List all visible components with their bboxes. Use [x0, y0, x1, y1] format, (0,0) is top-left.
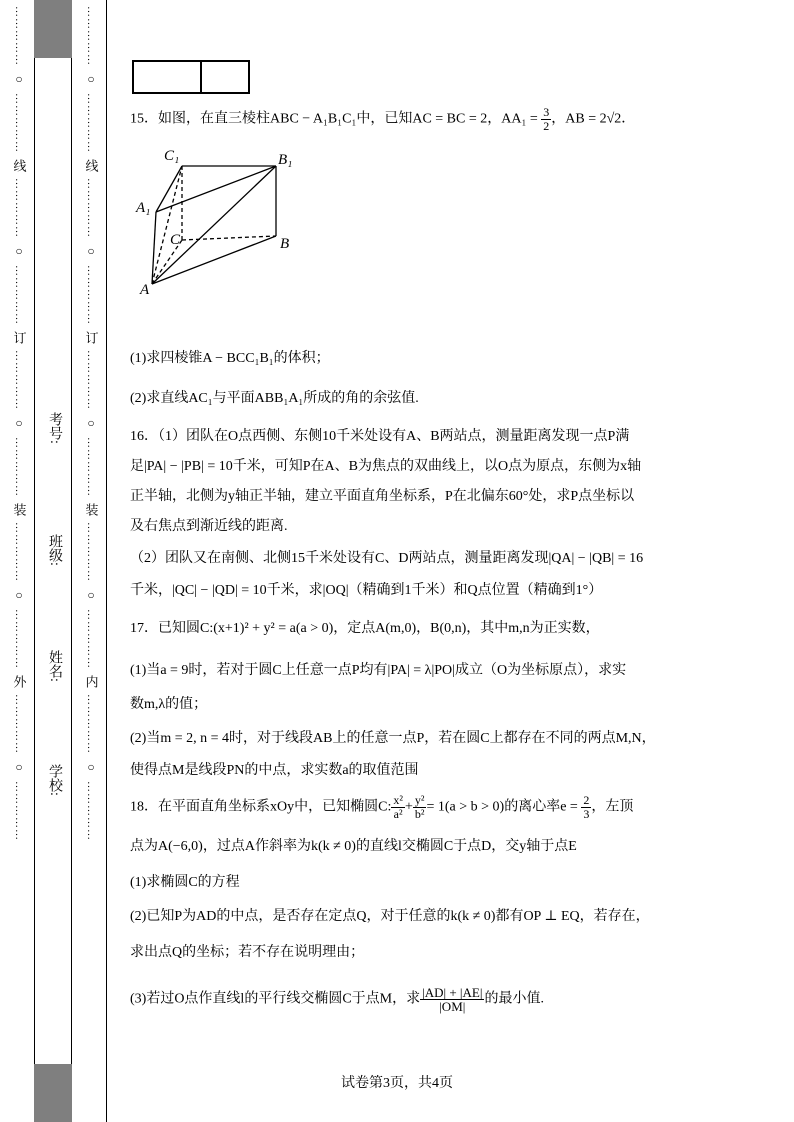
label-c1: C₁ — [164, 148, 180, 164]
edge-ac1 — [152, 166, 182, 284]
q18-line1: 18．在平面直角坐标系xOy中，已知椭圆C: $\frac{\text{x²}}{\text{a²}}$ + $\frac{\text{y²}}{\text{b²}}$ = 1(a > b > 0)的离心率e = $\frac{2}{3}$ ，左顶 — [130, 793, 634, 821]
q15-fraction: $\frac{3}{2}$ — [543, 105, 550, 133]
circle-mark: ○ — [15, 588, 23, 602]
circle-mark: ○ — [87, 760, 95, 774]
edge-aa1 — [152, 212, 156, 284]
q17-line5: 使得点M是线段PN的中点，求实数a的取值范围 — [130, 763, 419, 778]
circle-mark: ○ — [87, 416, 95, 430]
label-c: C — [170, 232, 181, 248]
student-info — [34, 0, 72, 1122]
q16-line3: 正半轴，北侧为y轴正半轴，建立平面直角坐标系，P在北偏东60°处，求P点坐标以 — [130, 489, 635, 504]
circle-mark: ○ — [15, 416, 23, 430]
prism-figure — [134, 140, 304, 300]
margin-rule — [106, 0, 107, 1122]
circle-mark: ○ — [87, 244, 95, 258]
circle-mark: ○ — [15, 244, 23, 258]
edge-a1b1 — [156, 166, 276, 212]
q18-line2: 点为A(−6,0)，过点A作斜率为k(k ≠ 0)的直线l交椭圆C于点D，交y轴于点E — [130, 839, 577, 854]
q17-line2: (1)当a = 9时，若对于圆C上任意一点P均有|PA| = λ|PO|成立（O为坐标原点），求实 — [130, 663, 627, 678]
name-label: 姓名: — [47, 650, 62, 682]
eccentricity-fraction: $\frac{2}{3}$ — [583, 793, 590, 821]
outer-binding-line: …………… ○ …………… 线 …………… ○ …………… 订 …………… ○ …………… 装 …………… ○ …………… 外 …………… ○ …………… — [11, 6, 27, 841]
ellipse-x-term: $\frac{\text{x²}}{\text{a²}}$ — [393, 793, 403, 821]
score-box — [132, 60, 250, 94]
circle-mark: ○ — [87, 588, 95, 602]
label-a: A — [140, 282, 150, 298]
circle-mark: ○ — [87, 72, 95, 86]
q18-ratio-fraction: $\frac{|AD| + |AE|}{|OM|}$ — [422, 985, 483, 1014]
q15-stem: 15．如图，在直三棱柱ABC − A₁B₁C₁中，已知AC = BC = 2，AA₁ = $\frac{3}{2}$ ，AB = 2√2． — [130, 105, 636, 133]
class-label: 班级: — [47, 534, 62, 566]
edge-cb — [182, 236, 276, 240]
q18-line5: 求出点Q的坐标；若不存在说明理由； — [130, 945, 365, 960]
q16-line1: 16．（1）团队在O点西侧、东侧10千米处设有A、B两站点，测量距离发现一点P满 — [130, 429, 630, 444]
inner-binding-line: …………… ○ …………… 线 …………… ○ …………… 订 …………… ○ …………… 装 …………… ○ …………… 内 …………… ○ …………… — [83, 6, 99, 841]
label-b1: B₁ — [278, 152, 293, 168]
q18-line3: (1)求椭圆C的方程 — [130, 875, 240, 890]
q16-line4: 及右焦点到渐近线的距离. — [130, 519, 288, 534]
ellipse-y-term: $\frac{\text{y²}}{\text{b²}}$ — [414, 793, 425, 821]
q17-line4: (2)当m = 2, n = 4时，对于线段AB上的任意一点P，若在圆C上都存在不同的两点M,N， — [130, 731, 656, 746]
edge-ab1 — [152, 166, 276, 284]
q16-line5: （2）团队又在南侧、北侧15千米处设有C、D两站点，测量距离发现|QA| − |QB| = 16 — [130, 551, 644, 566]
q16-line6: 千米，|QC| − |QD| = 10千米，求|OQ|（精确到1千米）和Q点位置（精确到1°） — [130, 583, 603, 598]
score-box-divider — [200, 62, 202, 92]
exam-number-label: 考号: — [47, 412, 62, 444]
q17-line1: 17．已知圆C:(x+1)² + y² = a(a > 0)，定点A(m,0)，B(0,n)，其中m,n为正实数， — [130, 621, 600, 636]
q16-line2: 足|PA| − |PB| = 10千米，可知P在A、B为焦点的双曲线上，以O点为原点，东侧为x轴 — [130, 459, 642, 474]
page-footer: 试卷第3页，共4页 — [341, 1076, 453, 1091]
school-label: 学校: — [47, 764, 62, 796]
label-a1: A₁ — [136, 200, 151, 216]
q18-line4: (2)已知P为AD的中点，是否存在定点Q，对于任意的k(k ≠ 0)都有OP ⊥ EQ，若存在， — [130, 909, 650, 924]
edge-a1c1 — [156, 166, 182, 212]
q18-line6: (3)若过O点作直线l的平行线交椭圆C于点M，求 $\frac{|AD| + |AE|}{|OM|}$ 的最小值. — [130, 985, 544, 1014]
q15-part2: (2)求直线AC₁与平面ABB₁A₁所成的角的余弦值. — [130, 391, 419, 406]
circle-mark: ○ — [15, 760, 23, 774]
circle-mark: ○ — [15, 72, 23, 86]
label-b: B — [280, 236, 290, 252]
q15-part1: (1)求四棱锥A − BCC₁B₁的体积； — [130, 351, 330, 366]
q17-line3: 数m,λ的值； — [130, 697, 208, 712]
